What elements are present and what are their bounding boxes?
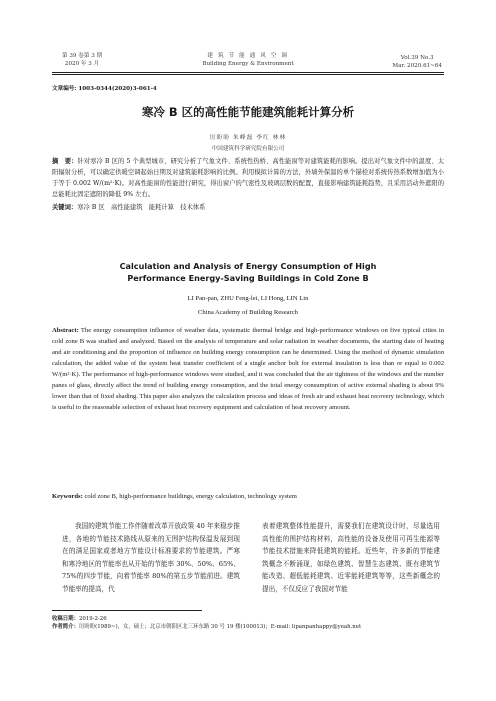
authors-en: LI Pan-pan, ZHU Feng-lei, LI Hong, LIN Lin	[187, 295, 309, 302]
footnote-received-label: 收稿日期：	[52, 616, 79, 622]
keywords-en-text: cold zone B, high-performance buildings, energy calculation, technology system	[84, 493, 297, 500]
abstract-en	[52, 325, 444, 413]
keywords-en	[52, 491, 444, 502]
footnote-received-date: 2019-2-26	[78, 616, 107, 622]
footnote-received	[52, 614, 107, 622]
abstract-cn-label: 摘 要：	[52, 158, 78, 165]
abstract-en-text: The energy consumption influence of weather data, systematic thermal bridge and high-performance windows on five typical cities in cold zone B was studied and analyzed. Based on the analysis of temperature and solar radiation in weather documents, the starting date of heating and air conditioning and the proportion of influence on building energy consumption can be determined. Using the method of dynamic simulation calculation, the added value of the system heat transfer coefficient of a single anchor bolt for external insulation is less than or equal to 0.002 W/(m²·K). The performance of high-performance windows were studied, and it was concluded that the air tightness of the windows and the number panes of glass, directly affect the trend of building energy consumption, and the total energy consumption of active external shading is about 9% lower than that of fixed shading. This paper also analyzes the calculation process and ideas of fresh air and exhaust heat recovery technology, which is useful to the reasonable selection of exhaust heat recovery equipment and calculation of heat recovery amount.	[52, 327, 444, 411]
header-journal	[190, 53, 306, 68]
abstract-cn-text: 针对寒冷 B 区的 5 个典型城市，研究分析了气象文件、系统性热桥、高性能窗等对建筑能耗的影响。提出对气象文件中的温度、太阳辐射分析，可以确定供暖空调起始日期及对建筑能耗影响的比例。利用模拟计算的方法，外墙外保温的单个锚栓对系统传热系数增加值为小于等于 0.002 W/(m²·K)。对高性能窗的性能进行研究，得出窗户的气密性及玻璃层数的配置，直接影响建筑能耗趋势，且采用活动外遮阳的总能耗比固定遮阳的降低 9% 左右。	[52, 158, 445, 198]
header-volume-en: Vol.39 No.3	[400, 55, 434, 61]
header-date-cn: 2020 年 3 月	[64, 60, 100, 67]
header-volume-en-block	[392, 55, 442, 70]
body-column-right: 表着建筑整体性能提升，需要我们在建筑设计时，尽量选用高性能的围护结构材料，高性能的设备及使用可再生能源等节能技术措施来降低建筑的能耗。近些年，许多新的节能建筑概念不断涌现，如绿色建筑、智慧生态建筑、既有建筑节能改造、超低能耗建筑、近零能耗建筑等等，这些新概念的提出，不仅反应了我国对节能	[262, 522, 440, 593]
body-column-left: 我国的建筑节能工作伴随着改革开放政策 40 年来稳步推进，各地的节能技术路线从原来的无围护结构保温发展到现在的满足国家或者地方节能设计标准要求的节能建筑。严寒和寒冷地区的节能率也从开始的节能率 30%、50%、65%、75%的四步节能，向着节能率 80%的第五步节能前进。建筑节能率的提高，代	[62, 522, 240, 593]
header-journal-cn: 建 筑 节 能 通 风 空 调	[207, 53, 289, 59]
footnote-author-label: 作者简介：	[52, 624, 79, 630]
header-volume-cn: 第 39 卷第 3 期	[62, 53, 103, 59]
footnote-rule	[52, 610, 202, 611]
paper-title-en	[0, 260, 496, 284]
keywords-en-label: Keywords:	[52, 493, 83, 500]
keywords-cn	[52, 202, 444, 213]
header-volume-issue	[62, 53, 102, 68]
abstract-en-label: Abstract:	[52, 327, 79, 334]
paper-title-en-line2: Performance Energy-Saving Buildings in Cold Zone B	[127, 273, 369, 283]
article-number: 文章编号: 1003-0344(2020)3-061-4	[52, 86, 157, 92]
footnote-author-info: 厉盼盼(1989~)，女，硕士；北京市朝阳区北三环东路 30 号 19 楼(100013)；E-mail: lipanpanhappy@yeah.net	[78, 624, 362, 630]
keywords-cn-label: 关键词：	[52, 204, 78, 211]
header-rule-bottom	[52, 74, 444, 75]
header-journal-en: Building Energy & Environment	[202, 60, 294, 67]
header-rule-top	[52, 72, 444, 73]
affiliation-en: China Academy of Building Research	[198, 309, 298, 316]
affiliation-cn: 中国建筑科学研究院有限公司	[211, 146, 285, 152]
header-date-en: Mar. 2020.61~64	[392, 62, 442, 69]
paper-title-cn: 寒冷 B 区的高性能节能建筑能耗计算分析	[141, 105, 355, 119]
abstract-cn	[52, 156, 444, 200]
authors-cn: 厉盼盼 朱峰磊 李红 林林	[209, 135, 287, 141]
keywords-cn-text: 寒冷 B 区 高性能建筑 能耗计算 技术体系	[77, 204, 206, 211]
paper-title-en-line1: Calculation and Analysis of Energy Consumption of High	[119, 261, 377, 271]
footnote-author	[52, 622, 361, 630]
